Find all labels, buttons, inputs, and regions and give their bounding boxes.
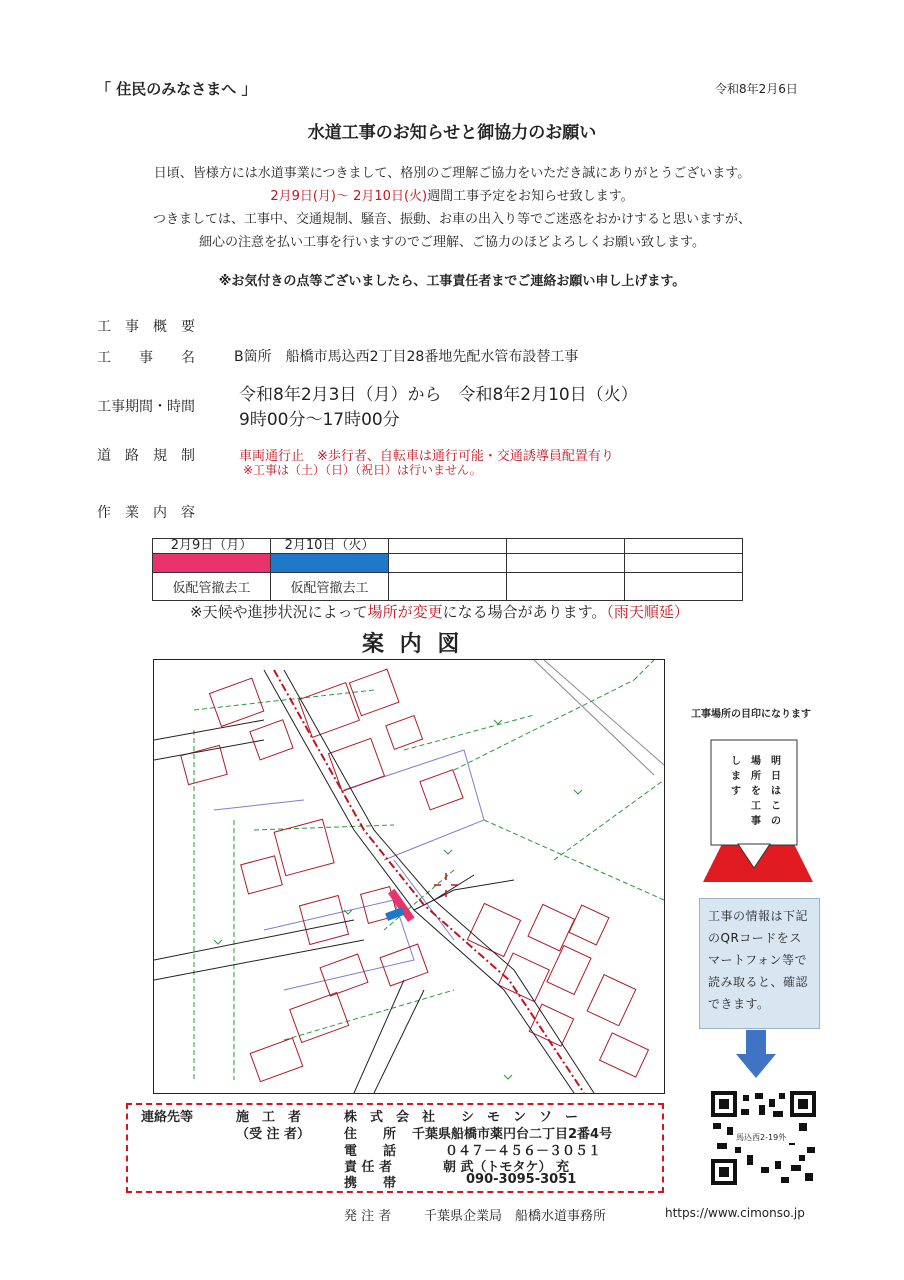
overview-heading: 工 事 概 要 bbox=[97, 319, 195, 335]
map-drawing bbox=[154, 660, 664, 1093]
note-location-change: 場所が変更 bbox=[367, 603, 443, 621]
schedule-task bbox=[507, 573, 625, 601]
issue-date: 令和8年2月6日 bbox=[715, 82, 798, 96]
schedule-note bbox=[190, 601, 689, 622]
address-label: 住 所 bbox=[344, 1127, 397, 1142]
period-label: 工事期間・時間 bbox=[97, 399, 195, 415]
work-name-value: B箇所 船橋市馬込西2丁目28番地先配水管布設替工事 bbox=[234, 349, 579, 365]
schedule-date: 2月10日（火） bbox=[271, 539, 389, 554]
salutation: 「 住民のみなさまへ 」 bbox=[96, 80, 257, 98]
client-value: 千葉県企業局 船橋水道事務所 bbox=[424, 1209, 607, 1224]
company-name: 株 式 会 社 シ モ ン ソ ー bbox=[344, 1110, 579, 1125]
week-range-text: 週間工事予定をお知らせ致します。 bbox=[427, 189, 634, 204]
no-work-days: ※工事は（土）（日）（祝日）は行いません。 bbox=[243, 463, 482, 477]
responsible-label: 責 任 者 bbox=[344, 1160, 393, 1175]
note-text: ※天候や進捗状況によって bbox=[190, 603, 368, 621]
schedule-date bbox=[507, 539, 625, 554]
contractor-role-sub: （受 注 者） bbox=[236, 1127, 311, 1142]
contact-notice: ※お気付きの点等ございましたら、工事責任者までご連絡お願い申し上げます。 bbox=[218, 274, 686, 289]
period-hours: 9時00分～17時00分 bbox=[239, 410, 400, 430]
contractor-role: 施 工 者 bbox=[236, 1110, 302, 1125]
responsible-value: 朝 武（トモタケ） 充 bbox=[443, 1160, 570, 1175]
schedule-table bbox=[152, 538, 743, 601]
schedule-task bbox=[389, 573, 507, 601]
work-name-label: 工 事 名 bbox=[97, 350, 195, 366]
page-title: 水道工事のお知らせと御協力のお願い bbox=[307, 123, 597, 143]
qr-info-box: 工事の情報は下記のQRコードをスマートフォン等で読み取ると、確認できます。 bbox=[699, 898, 820, 1029]
client-label: 発 注 者 bbox=[344, 1209, 392, 1224]
intro-line-1: 日頃、皆様方には水道事業につきまして、格別のご理解ご協力をいただき誠にありがとうございます。 bbox=[153, 166, 751, 181]
road-label: 道 路 規 制 bbox=[97, 448, 195, 464]
mobile-label: 携 帯 bbox=[344, 1176, 397, 1191]
road-regulation: 車両通行止 ※歩行者、自転車は通行可能・交通誘導員配置有り bbox=[239, 449, 614, 464]
schedule-color bbox=[507, 554, 625, 573]
intro-line-4: 細心の注意を払い工事を行いますのでご理解、ご協力のほどよろしくお願い致します。 bbox=[199, 235, 705, 250]
sign-text-col-1: 明日はこの bbox=[771, 756, 781, 827]
schedule-color bbox=[153, 554, 271, 573]
qr-label: 馬込西2-19外 bbox=[736, 1133, 787, 1142]
schedule-task: 仮配管撤去工 bbox=[271, 573, 389, 601]
intro-line-2 bbox=[0, 185, 904, 204]
company-url[interactable]: https://www.cimonso.jp bbox=[665, 1206, 805, 1220]
schedule-date bbox=[625, 539, 743, 554]
sign-text-col-2: 場所を工事 bbox=[751, 756, 761, 827]
arrow-down-icon bbox=[736, 1030, 776, 1078]
schedule-color bbox=[389, 554, 507, 573]
sign-caption: 工事場所の目印になります bbox=[691, 709, 811, 720]
address-value: 千葉県船橋市薬円台二丁目2番4号 bbox=[412, 1127, 613, 1142]
schedule-color bbox=[625, 554, 743, 573]
intro-line-3: つきましては、工事中、交通規制、騒音、振動、お車の出入り等でご迷惑をおかけすると思いますが、 bbox=[152, 212, 751, 227]
guide-map bbox=[153, 659, 665, 1094]
work-content-label: 作 業 内 容 bbox=[97, 505, 195, 521]
week-range: 2月9日(月)～ 2月10日(火) bbox=[270, 189, 428, 204]
schedule-color bbox=[271, 554, 389, 573]
schedule-date: 2月9日（月） bbox=[153, 539, 271, 554]
period-dates: 令和8年2月3日（月）から 令和8年2月10日（火） bbox=[239, 385, 638, 405]
schedule-date bbox=[389, 539, 507, 554]
note-text: になる場合があります。 bbox=[442, 603, 607, 621]
contact-label: 連絡先等 bbox=[141, 1110, 194, 1125]
schedule-task bbox=[625, 573, 743, 601]
tel-value: ０４７－４５６－３０５１ bbox=[445, 1144, 602, 1159]
note-rain-delay: （雨天順延） bbox=[606, 603, 689, 621]
tel-label: 電 話 bbox=[344, 1144, 397, 1159]
sign-text-col-3: します bbox=[731, 756, 741, 797]
mobile-value: 090-3095-3051 bbox=[466, 1172, 577, 1187]
schedule-task: 仮配管撤去工 bbox=[153, 573, 271, 601]
map-title: 案 内 図 bbox=[362, 632, 464, 657]
